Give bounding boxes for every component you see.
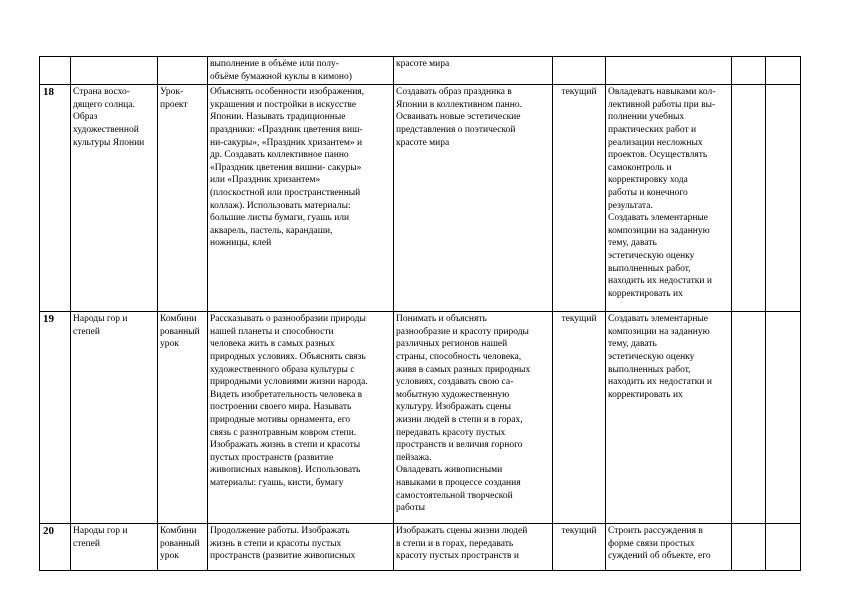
lesson-date-plan bbox=[732, 57, 766, 85]
lesson-activities: выполнение в объёме или полу- объёме бумажной куклы в кимоно) bbox=[208, 57, 394, 85]
lesson-uud: Создавать элементарные композиции на заданную тему, давать эстетическую оценку выполненных работ, находить их недостатки и корректировать их bbox=[606, 312, 732, 524]
table-row bbox=[40, 85, 801, 312]
lesson-uud: Строить рассуждения в форме связи простых суждений об объекте, его bbox=[606, 524, 732, 571]
lesson-type: Комбини рованный урок bbox=[158, 524, 208, 571]
lesson-activities: Объяснять особенности изображения, украшения и постройки в искусстве Японии. Называть традиционные праздники: «Праздник цветения виш- ни-сакуры», «Праздник хризантем» и др. Создавать коллективное панно «Праздник цветения вишни- сакуры» или «Праздник хризантем» (плоскостной или пространственный коллаж). Использовать материалы: большие листы бумаги, гуашь или акварель, пастель, карандаши, ножницы, клей bbox=[208, 85, 394, 312]
lesson-results: красоте мира bbox=[394, 57, 553, 85]
lesson-activities: Продолжение работы. Изображать жизнь в степи и красоты пустых пространств (развитие живописных bbox=[208, 524, 394, 571]
lesson-theme: Страна восхо- дящего солнца. Образ художественной культуры Японии bbox=[71, 85, 158, 312]
lesson-type bbox=[158, 57, 208, 85]
lesson-theme: Народы гор и степей bbox=[71, 312, 158, 524]
table-row bbox=[40, 524, 801, 571]
lesson-number: 20 bbox=[40, 524, 71, 571]
lesson-number bbox=[40, 57, 71, 85]
lesson-date-fact bbox=[766, 57, 801, 85]
lesson-number: 19 bbox=[40, 312, 71, 524]
lesson-uud bbox=[606, 57, 732, 85]
lesson-activities: Рассказывать о разнообразии природы нашей планеты и способности человека жить в самых разных природных условиях. Объяснять связь художественного образа культуры с природными условиями жизни народа. Видеть изобретательность человека в построении своего мира. Называть природные мотивы орнамента, его связь с разнотравным ковром степи. Изображать жизнь в степи и красоты пустых пространств (развитие живописных навыков). Использовать материалы: гуашь, кисти, бумагу bbox=[208, 312, 394, 524]
lesson-date-plan bbox=[732, 85, 766, 312]
lesson-type: Комбини рованный урок bbox=[158, 312, 208, 524]
lesson-results: Создавать образ праздника в Японии в коллективном панно. Осваивать новые эстетические представления о поэтической красоте мира bbox=[394, 85, 553, 312]
lesson-number: 18 bbox=[40, 85, 71, 312]
lesson-control bbox=[553, 57, 606, 85]
lesson-results: Изображать сцены жизни людей в степи и в горах, передавать красоту пустых пространств и bbox=[394, 524, 553, 571]
lesson-date-fact bbox=[766, 312, 801, 524]
lesson-theme: Народы гор и степей bbox=[71, 524, 158, 571]
lesson-plan-table bbox=[39, 56, 801, 571]
lesson-date-plan bbox=[732, 312, 766, 524]
lesson-date-fact bbox=[766, 524, 801, 571]
table-row bbox=[40, 57, 801, 85]
lesson-control: текущий bbox=[553, 524, 606, 571]
table-row bbox=[40, 312, 801, 524]
lesson-control: текущий bbox=[553, 85, 606, 312]
lesson-theme bbox=[71, 57, 158, 85]
lesson-results: Понимать и объяснять разнообразие и красоту природы различных регионов нашей страны, способность человека, живя в самых разных природных условиях, создавать свою са- мобытную художественную культуру. Изображать сцены жизни людей в степи и в горах, передавать красоту пустых пространств и величия горного пейзажа. Овладевать живописными навыками в процессе создания самостоятельной творческой работы bbox=[394, 312, 553, 524]
lesson-uud: Овладевать навыками кол- лективной работы при вы- полнении учебных практических работ и реализации несложных проектов. Осуществлять самоконтроль и корректировку хода работы и конечного результата. Создавать элементарные композиции на заданную тему, давать эстетическую оценку выполненных работ, находить их недостатки и корректировать их bbox=[606, 85, 732, 312]
lesson-date-plan bbox=[732, 524, 766, 571]
lesson-control: текущий bbox=[553, 312, 606, 524]
lesson-type: Урок- проект bbox=[158, 85, 208, 312]
lesson-date-fact bbox=[766, 85, 801, 312]
